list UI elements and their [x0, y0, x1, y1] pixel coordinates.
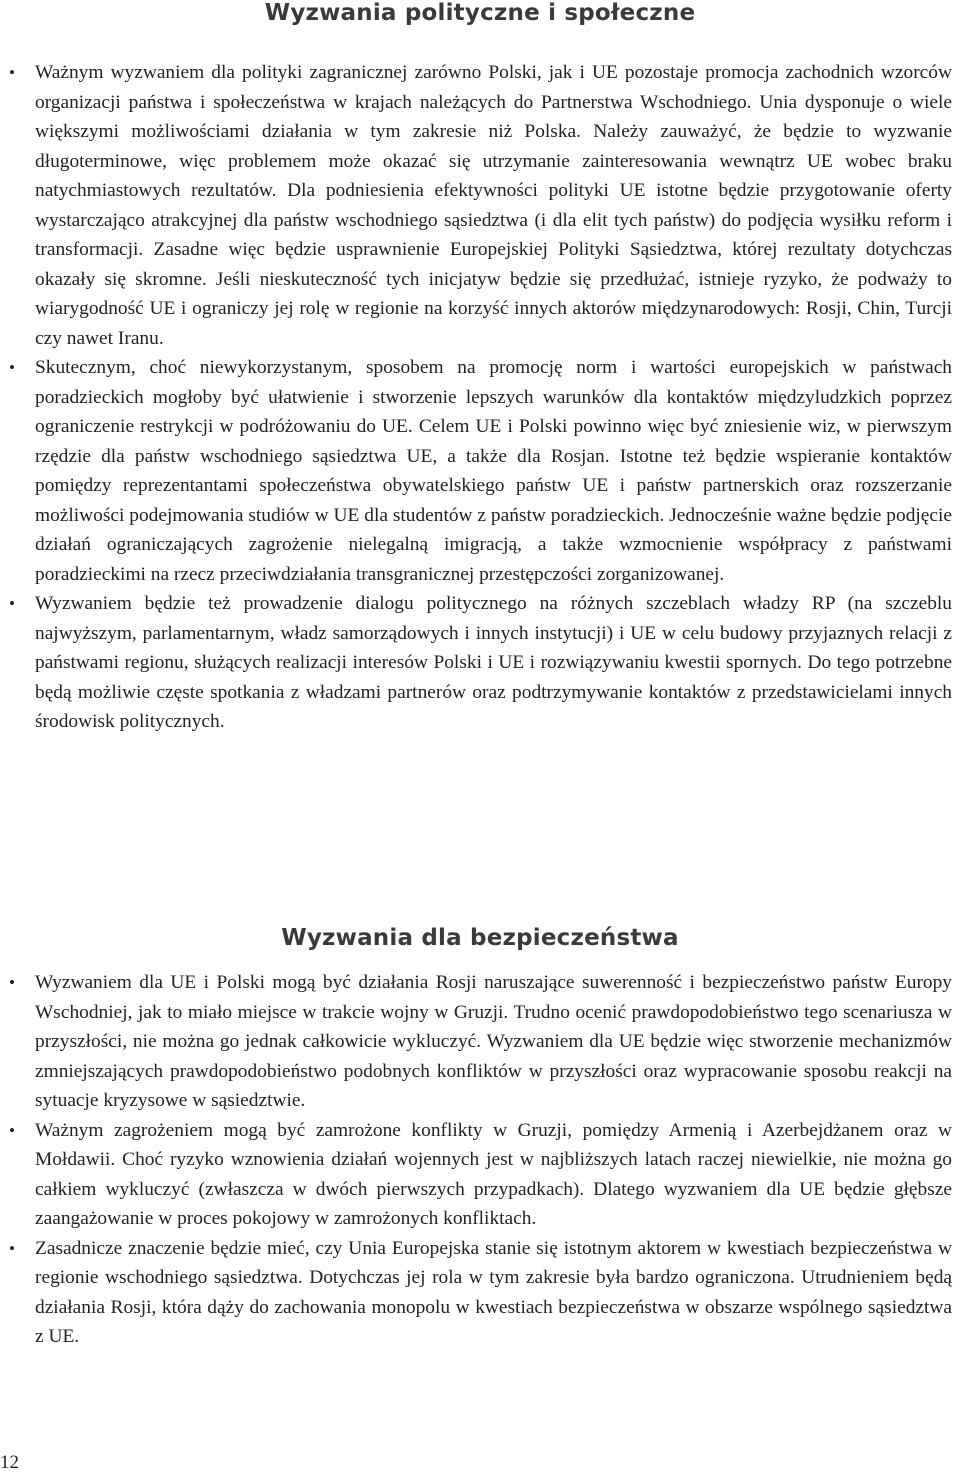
bullet-list-security	[0, 968, 960, 1352]
paragraph-text: Skutecznym, choć niewykorzystanym, sposobem na promocję norm i wartości europejskich w państwach poradzieckich mogłoby być ułatwienie i stworzenie lepszych warunków dla kontaktów międzyludzkich poprzez ograniczenie restrykcji w podróżowaniu do UE. Celem UE i Polski powinno więc być zniesienie wiz, w pierwszym rzędzie dla państw wschodniego sąsiedztwa UE, a także dla Rosjan. Istotne też będzie wspieranie kontaktów pomiędzy reprezentantami społeczeństwa obywatelskiego państw UE i państw partnerskich oraz rozszerzanie możliwości podejmowania studiów w UE dla studentów z państw poradzieckich. Jednocześnie ważne będzie podjęcie działań ograniczających zagrożenie nielegalną imigracją, a także wzmocnienie współpracy z państwami poradzieckimi na rzecz przeciwdziałania transgranicznej przestępczości zorganizowanej.	[35, 357, 952, 585]
bullet-icon: •	[9, 1238, 15, 1258]
paragraph-text: Zasadnicze znaczenie będzie mieć, czy Unia Europejska stanie się istotnym aktorem w kwestiach bezpieczeństwa w regionie wschodniego sąsiedztwa. Dotychczas jej rola w tym zakresie była bardzo ograniczona. Utrudnieniem będą działania Rosji, która dąży do zachowania monopolu w kwestiach bezpieczeństwa w obszarze wspólnego sąsiedztwa z UE.	[35, 1237, 952, 1347]
section-heading-political-social: Wyzwania polityczne i społeczne	[264, 0, 696, 26]
section-heading-security: Wyzwania dla bezpieczeństwa	[281, 925, 679, 951]
paragraph-text: Ważnym wyzwaniem dla polityki zagranicznej zarówno Polski, jak i UE pozostaje promocja zachodnich wzorców organizacji państwa i społeczeństwa w krajach należących do Partnerstwa Wschodniego. Unia dysponuje o wiele większymi możliwościami działania w tym zakresie niż Polska. Należy zauważyć, że będzie to wyzwanie długoterminowe, więc problemem może okazać się utrzymanie zainteresowania wewnątrz UE wobec braku natychmiastowych rezultatów. Dla podniesienia efektywności polityki UE istotne będzie przygotowanie oferty wystarczająco atrakcyjnej dla państw wschodniego sąsiedztwa (i dla elit tych państw) do podjęcia wysiłku reform i transformacji. Zasadne więc będzie usprawnienie Europejskiej Polityki Sąsiedztwa, której rezultaty dotychczas okazały się skromne. Jeśli nieskuteczność tych inicjatyw będzie się przedłużać, istnieje ryzyko, że podważy to wiarygodność UE i ograniczy jej rolę w regionie na korzyść innych aktorów międzynarodowych: Rosji, Chin, Turcji czy nawet Iranu.	[35, 62, 952, 349]
bullet-icon: •	[9, 358, 15, 377]
list-item	[0, 589, 960, 737]
bullet-icon: •	[9, 973, 15, 992]
list-item	[0, 58, 960, 353]
bullet-list-political-social	[0, 58, 960, 737]
paragraph-text: Wyzwaniem dla UE i Polski mogą być działania Rosji naruszające suwerenność i bezpieczeństwo państw Europy Wschodniej, jak to miało miejsce w trakcie wojny w Gruzji. Trudno ocenić prawdopodobieństwo tego scenariusza w przyszłości, nie można go jednak całkowicie wykluczyć. Wyzwaniem dla UE będzie więc stworzenie mechanizmów zmniejszających prawdopodobieństwo podobnych konfliktów w przyszłości oraz wypracowanie sposobu reakcji na sytuacje kryzysowe w sąsiedztwie.	[35, 972, 952, 1111]
list-item	[0, 353, 960, 589]
paragraph-text: Ważnym zagrożeniem mogą być zamrożone konflikty w Gruzji, pomiędzy Armenią i Azerbejdżanem oraz w Mołdawii. Choć ryzyko wznowienia działań wojennych jest w najbliższych latach raczej niewielkie, nie można go całkiem wykluczyć (zwłaszcza w dwóch pierwszych przypadkach). Dlatego wyzwaniem dla UE będzie głębsze zaangażowanie w proces pokojowy w zamrożonych konfliktach.	[35, 1119, 952, 1229]
list-item	[0, 1234, 960, 1352]
list-item	[0, 1116, 960, 1234]
bullet-icon: •	[9, 594, 15, 613]
list-item	[0, 968, 960, 1116]
paragraph-text: Wyzwaniem będzie też prowadzenie dialogu politycznego na różnych szczeblach władzy RP (na szczeblu najwyższym, parlamentarnym, władz samorządowych i innych instytucji) i UE w celu budowy przyjaznych relacji z państwami regionu, służących realizacji interesów Polski i UE i rozwiązywaniu kwestii spornych. Do tego potrzebne będą możliwie częste spotkania z władzami partnerów oraz podtrzymywanie kontaktów z przedstawicielami innych środowisk politycznych.	[35, 593, 952, 732]
bullet-icon: •	[9, 1120, 15, 1140]
bullet-icon: •	[9, 63, 15, 82]
page-number: 12	[0, 1452, 19, 1473]
